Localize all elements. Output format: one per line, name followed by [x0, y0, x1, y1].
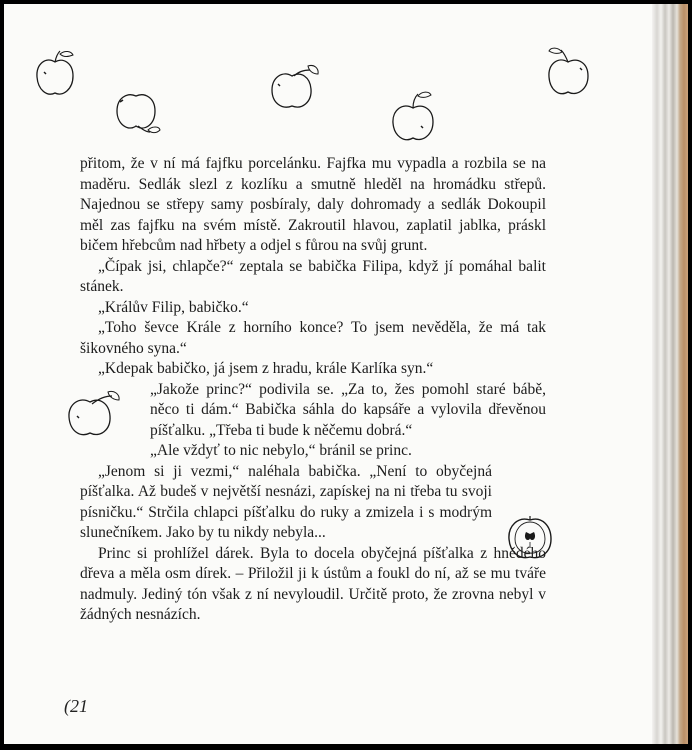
book-page — [4, 4, 652, 744]
page-number: (21 — [64, 696, 88, 716]
paragraph: „Kdepak babičko, já jsem z hradu, krále Karlíka syn.“ — [98, 360, 434, 377]
paragraph: Princ si prohlížel dárek. Byla to docela obyčejná píšťalka z hnědého dřeva a měla osm dírek. – Přiložil ji k ústům a foukl do ní, až se mu tváře nadmuly. Jediný tón však z ní nevyloudil. Určitě proto, že zrovna nebyl v žádných nesnázích. — [80, 544, 546, 623]
apple-icon — [544, 46, 596, 100]
apple-icon — [266, 62, 322, 114]
paragraph: „Jakože princ?“ podivila se. „Za to, žes pomohl staré bábě, něco ti dám.“ Babička sáhla do kapsáře a vylovila dřevěnou píšťalku. „Třeba ti bude k něčemu dobrá.“ — [150, 380, 546, 439]
paragraph: „Ale vždyť to nic nebylo,“ bránil se princ. — [150, 442, 412, 459]
page-edge-stack — [652, 4, 688, 744]
apple-icon — [112, 86, 162, 136]
apple-icon — [388, 90, 440, 146]
paragraph: „Toho ševce Krále z horního konce? To jsem nevěděla, že má tak šikovného syna.“ — [80, 319, 546, 357]
story-text — [80, 154, 546, 626]
paragraph: přitom, že v ní má fajfku porcelánku. Fajfka mu vypadla a rozbila se na maděru. Sedlák slezl z kozlíku a smutně hleděl na hromádku střepů. Najednou se střepy samy posbíraly, daly dohromady a sedlák Dokoupil měl zas fajfku na svém místě. Zakroutil hlavou, zaplatil jablka, práskl bičem hřebcům nad hřbety a odjel s fůrou na svůj grunt. — [80, 155, 546, 254]
apple-icon — [32, 48, 78, 102]
paragraph: „Čípak jsi, chlapče?“ zeptala se babička Filipa, když jí pomáhal balit stánek. — [80, 257, 546, 295]
paragraph: „Jenom si ji vezmi,“ naléhala babička. „Není to obyčejná píšťalka. Až budeš v největší nesnázi, zapískej na ni třeba tu svoji písničku.“ Strčila chlapci píšťalku do ruky a zmizela i s modrým slunečníkem. Jako by tu nikdy nebyla... — [80, 462, 492, 541]
paragraph: „Králův Filip, babičko.“ — [98, 298, 249, 316]
